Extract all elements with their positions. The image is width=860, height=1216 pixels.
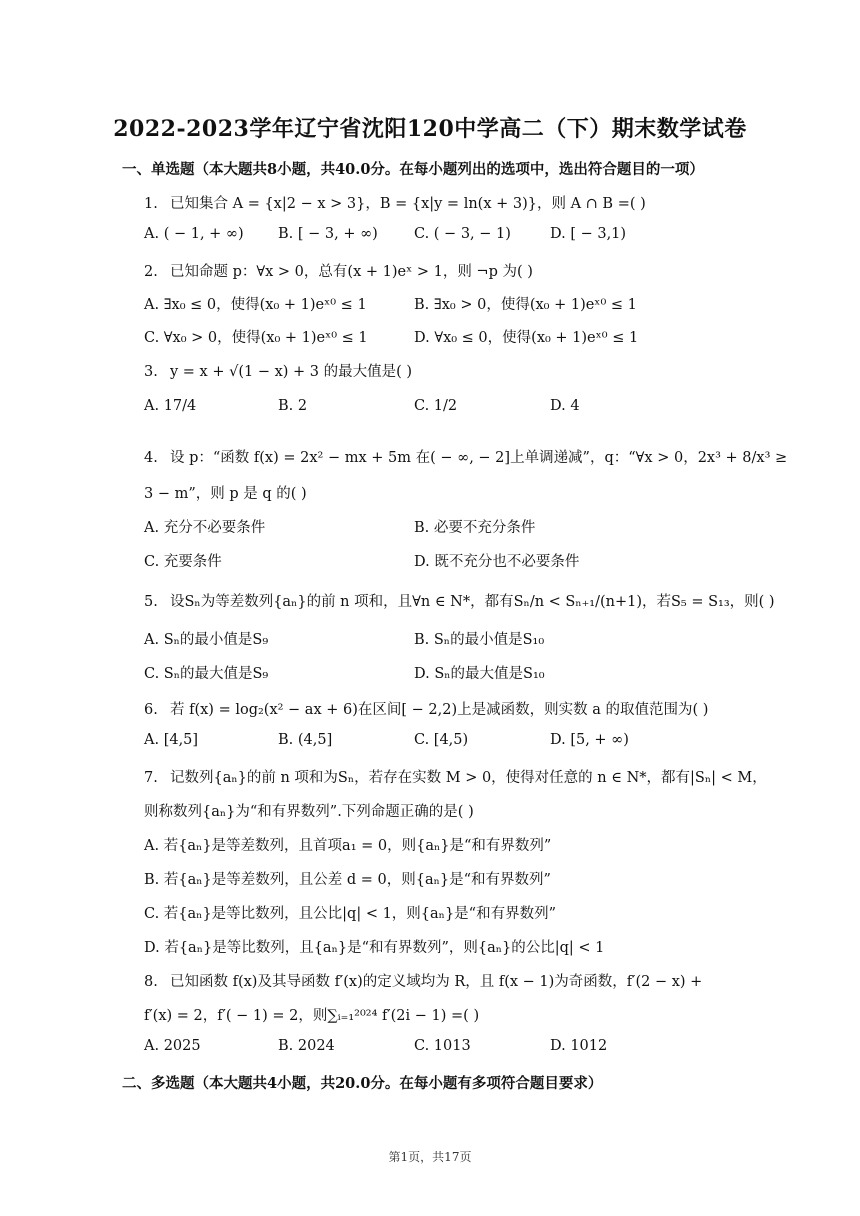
question-text: 已知命题 p：∀x > 0，总有(x + 1)eˣ > 1，则 ¬p 为( ) bbox=[170, 264, 533, 280]
option-d: D. 若{aₙ}是等比数列，且{aₙ}是“和有界数列”，则{aₙ}的公比|q| < 1 bbox=[144, 940, 605, 956]
section-heading-multiple-choice: 二、多选题（本大题共4小题，共20.0分。在每小题有多项符合题目要求） bbox=[122, 1075, 603, 1092]
question-8 bbox=[144, 970, 702, 991]
option-c: C. ( − 3, − 1) bbox=[414, 226, 511, 242]
question-4-continued: 3 − m”，则 p 是 q 的( ) bbox=[144, 486, 307, 502]
option-a: A. 17/4 bbox=[144, 398, 197, 414]
option-c: C. Sₙ的最大值是S₉ bbox=[144, 666, 269, 682]
option-c: C. 1/2 bbox=[414, 398, 458, 414]
option-d: D. [ − 3,1) bbox=[550, 226, 627, 242]
question-4 bbox=[144, 446, 787, 467]
question-text: y = x + √(1 − x) + 3 的最大值是( ) bbox=[170, 364, 413, 380]
option-a: A. [4,5] bbox=[144, 732, 199, 748]
option-d: D. ∀x₀ ≤ 0，使得(x₀ + 1)eˣ⁰ ≤ 1 bbox=[414, 330, 639, 346]
question-number: 1. bbox=[144, 196, 158, 212]
option-d: D. 4 bbox=[550, 398, 580, 414]
question-6 bbox=[144, 698, 708, 719]
option-b: B. [ − 3, + ∞) bbox=[278, 226, 378, 242]
question-number: 6. bbox=[144, 702, 158, 718]
question-text: 记数列{aₙ}的前 n 项和为Sₙ，若存在实数 M > 0，使得对任意的 n ∈ N*，都有|Sₙ| < M， bbox=[170, 770, 767, 786]
page-footer: 第1页，共17页 bbox=[388, 1150, 472, 1164]
option-b: B. 必要不充分条件 bbox=[414, 520, 536, 536]
question-1 bbox=[144, 192, 646, 213]
question-8-continued: f′(x) = 2，f′( − 1) = 2，则∑ᵢ₌₁²⁰²⁴ f′(2i − 1) =( ) bbox=[144, 1008, 480, 1024]
option-d: D. [5, + ∞) bbox=[550, 732, 629, 748]
section-heading-single-choice: 一、单选题（本大题共8小题，共40.0分。在每小题列出的选项中，选出符合题目的一项） bbox=[122, 161, 704, 178]
option-a: A. ∃x₀ ≤ 0，使得(x₀ + 1)eˣ⁰ ≤ 1 bbox=[144, 297, 367, 313]
question-number: 5. bbox=[144, 594, 158, 610]
option-a: A. 2025 bbox=[144, 1038, 201, 1054]
option-d: D. Sₙ的最大值是S₁₀ bbox=[414, 666, 545, 682]
question-3 bbox=[144, 360, 412, 381]
option-a: A. Sₙ的最小值是S₉ bbox=[144, 632, 269, 648]
option-c: C. ∀x₀ > 0，使得(x₀ + 1)eˣ⁰ ≤ 1 bbox=[144, 330, 368, 346]
question-text: 设Sₙ为等差数列{aₙ}的前 n 项和，且∀n ∈ N*，都有Sₙ/n < Sₙ₊₁/(n+1)，若S₅ = S₁₃，则( ) bbox=[170, 594, 775, 610]
question-text: 若 f(x) = log₂(x² − ax + 6)在区间[ − 2,2)上是减函数，则实数 a 的取值范围为( ) bbox=[170, 702, 709, 718]
option-b: B. ∃x₀ > 0，使得(x₀ + 1)eˣ⁰ ≤ 1 bbox=[414, 297, 637, 313]
question-7 bbox=[144, 766, 767, 787]
question-number: 3. bbox=[144, 364, 158, 380]
option-c: C. 充要条件 bbox=[144, 554, 222, 570]
question-text: 设 p：“函数 f(x) = 2x² − mx + 5m 在( − ∞, − 2]上单调递减”，q：“∀x > 0，2x³ + 8/x³ ≥ bbox=[170, 450, 788, 466]
option-a: A. ( − 1, + ∞) bbox=[144, 226, 244, 242]
page-title: 2022-2023学年辽宁省沈阳120中学高二（下）期末数学试卷 bbox=[113, 116, 747, 142]
option-c: C. 1013 bbox=[414, 1038, 471, 1054]
option-d: D. 既不充分也不必要条件 bbox=[414, 554, 580, 570]
option-b: B. (4,5] bbox=[278, 732, 333, 748]
question-number: 4. bbox=[144, 450, 158, 466]
question-text: 已知集合 A = {x|2 − x > 3}，B = {x|y = ln(x + 3)}，则 A ∩ B =( ) bbox=[170, 196, 646, 212]
question-number: 7. bbox=[144, 770, 158, 786]
option-a: A. 充分不必要条件 bbox=[144, 520, 266, 536]
option-b: B. Sₙ的最小值是S₁₀ bbox=[414, 632, 545, 648]
option-c: C. 若{aₙ}是等比数列，且公比|q| < 1，则{aₙ}是“和有界数列” bbox=[144, 906, 557, 922]
question-2 bbox=[144, 260, 533, 281]
option-b: B. 若{aₙ}是等差数列，且公差 d = 0，则{aₙ}是“和有界数列” bbox=[144, 872, 551, 888]
option-d: D. 1012 bbox=[550, 1038, 608, 1054]
question-number: 2. bbox=[144, 264, 158, 280]
question-7-continued: 则称数列{aₙ}为“和有界数列”.下列命题正确的是( ) bbox=[144, 804, 474, 820]
option-b: B. 2024 bbox=[278, 1038, 335, 1054]
option-b: B. 2 bbox=[278, 398, 308, 414]
option-a: A. 若{aₙ}是等差数列，且首项a₁ = 0，则{aₙ}是“和有界数列” bbox=[144, 838, 552, 854]
question-number: 8. bbox=[144, 974, 158, 990]
question-text: 已知函数 f(x)及其导函数 f′(x)的定义域均为 R，且 f(x − 1)为奇函数，f′(2 − x) + bbox=[170, 974, 703, 990]
question-5 bbox=[144, 590, 775, 611]
option-c: C. [4,5) bbox=[414, 732, 469, 748]
